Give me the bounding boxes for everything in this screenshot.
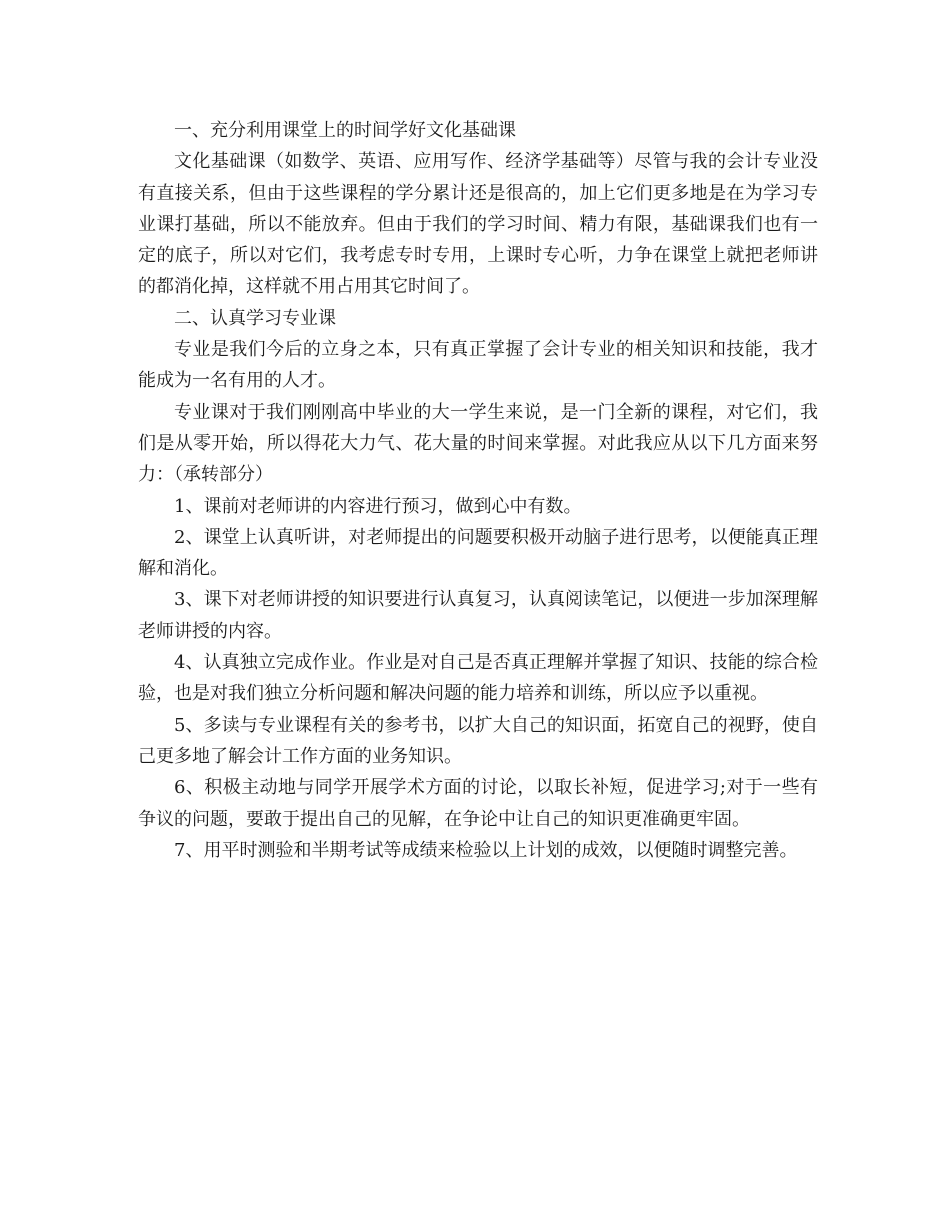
list-item-2: 2、课堂上认真听讲，对老师提出的问题要积极开动脑子进行思考，以便能真正理解和消化。: [138, 526, 818, 580]
section-heading-2: 二、认真学习专业课: [174, 307, 336, 329]
list-item-5: 5、多读与专业课程有关的参考书，以扩大自己的知识面，拓宽自己的视野，使自己更多地了解会计工作方面的业务知识。: [138, 714, 818, 767]
list-item-7: 7、用平时测验和半期考试等成绩来检验以上计划的成效，以便随时调整完善。: [174, 839, 798, 861]
paragraph-basic-courses: 文化基础课（如数学、英语、应用写作、经济学基础等）尽管与我的会计专业没有直接关系，但由于这些课程的学分累计还是很高的，加上它们更多地是在为学习专业课打基础，所以不能放弃。但由于我们的学习时间、精力有限，基础课我们也有一定的底子，所以对它们，我考虑专时专用，上课时专心听，力争在课堂上就把老师讲的都消化掉，这样就不用占用其它时间了。: [138, 151, 818, 298]
list-item-4: 4、认真独立完成作业。作业是对自己是否真正理解并掌握了知识、技能的综合检验，也是对我们独立分析问题和解决问题的能力培养和训练，所以应予以重视。: [138, 652, 818, 705]
document-body: [138, 115, 818, 866]
section-heading-1: 一、充分利用课堂上的时间学好文化基础课: [174, 120, 516, 141]
paragraph-major-courses: 专业课对于我们刚刚高中毕业的大一学生来说，是一门全新的课程，对它们，我们是从零开始，所以得花大力气、花大量的时间来掌握。对此我应从以下几方面来努力：（承转部分）: [138, 401, 818, 486]
paragraph-major-foundation: 专业是我们今后的立身之本，只有真正掌握了会计专业的相关知识和技能，我才能成为一名有用的人才。: [138, 339, 818, 392]
list-item-1: 1、课前对老师讲的内容进行预习，做到心中有数。: [174, 495, 582, 517]
list-item-3: 3、课下对老师讲授的知识要进行认真复习，认真阅读笔记，以便进一步加深理解老师讲授的内容。: [138, 589, 818, 642]
list-item-6: 6、积极主动地与同学开展学术方面的讨论，以取长补短，促进学习;对于一些有争议的问题，要敢于提出自己的见解，在争论中让自己的知识更准确更牢固。: [138, 777, 818, 830]
